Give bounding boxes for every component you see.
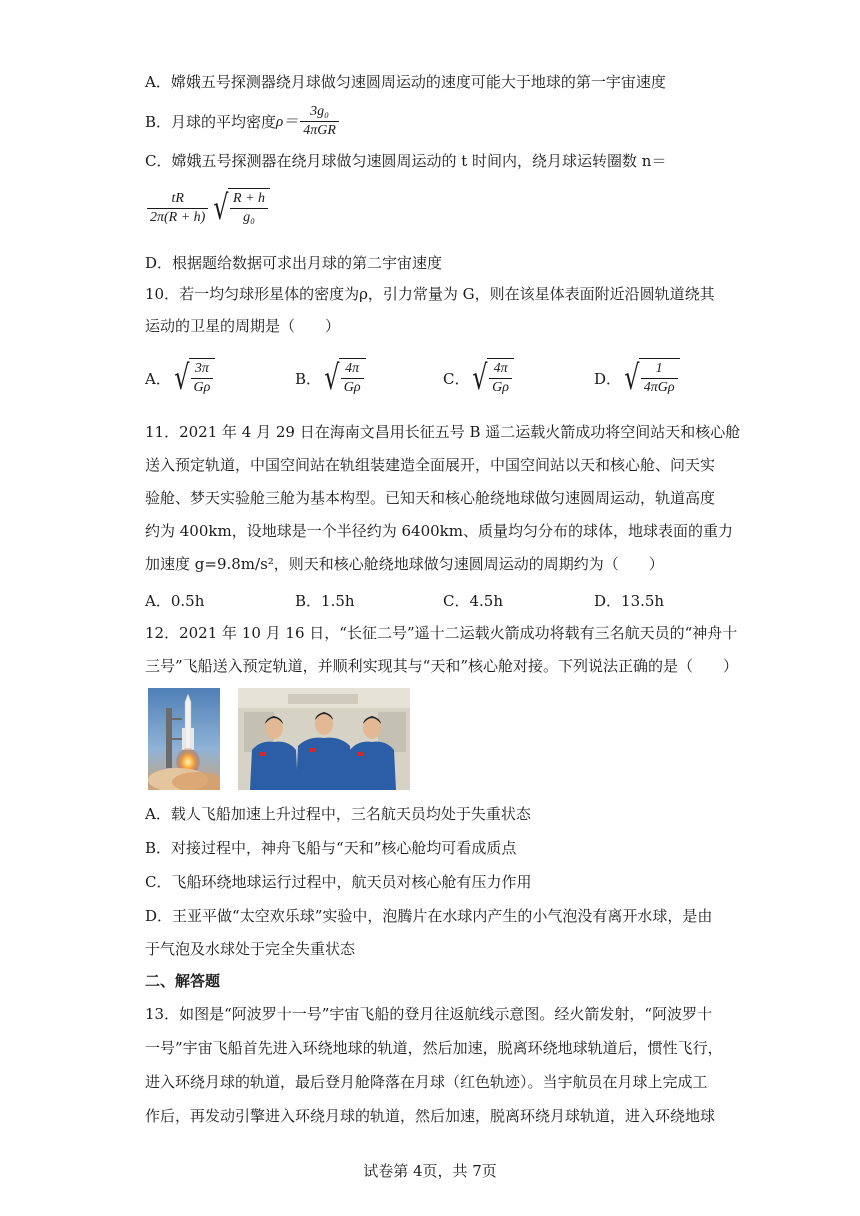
q10-stem-line-1: 10．若一均匀球形星体的密度为ρ，引力常量为 G，则在该星体表面附近沿圆轨道绕其 (145, 285, 715, 303)
q12-stem-line-2: 三号”飞船送入预定轨道，并顺利实现其与“天和”核心舱对接。下列说法正确的是（ ） (145, 657, 739, 675)
q11-stem-line-1: 11．2021 年 4 月 29 日在海南文昌用长征五号 B 遥二运载火箭成功将空间站天和核心舱 (145, 423, 741, 441)
q10-stem-line-2: 运动的卫星的周期是（ ） (145, 317, 341, 335)
q9-option-b-fraction (300, 103, 339, 140)
q11-option-b: B．1.5h (295, 592, 355, 610)
q9-option-d: D．根据题给数据可求出月球的第二宇宙速度 (145, 254, 443, 272)
q9-option-c-fraction (147, 190, 208, 227)
q9-option-c: C．嫦娥五号探测器在绕月球做匀速圆周运动的 t 时间内，绕月球运转圈数 n＝ (145, 152, 667, 170)
q11-options (145, 590, 745, 612)
q11-option-a: A．0.5h (145, 592, 205, 610)
q10-option-a-denominator: Gρ (193, 380, 211, 395)
q10-option-d-label: D． (594, 369, 622, 388)
q10-options (145, 358, 745, 402)
q10-option-c (443, 358, 514, 398)
sqrt-symbol: √ (213, 188, 229, 228)
q12-option-d-line-1: D．王亚平做“太空欢乐球”实验中，泡腾片在水球内产生的小气泡没有离开水球，是由 (145, 907, 713, 925)
q11-option-d: D．13.5h (594, 592, 665, 610)
q13-stem-line-4: 作后，再发动引擎进入环绕月球的轨道，然后加速，脱离环绕月球轨道，进入环绕地球 (145, 1107, 716, 1125)
q9-option-c-numerator: tR (147, 190, 208, 209)
q9-option-c-sqrt-denominator: g₀ (243, 210, 255, 225)
q11-stem-line-2: 送入预定轨道，中国空间站在轨组装建造全面展开，中国空间站以天和核心舱、问天实 (145, 456, 716, 474)
q9-option-a: A．嫦娥五号探测器绕月球做匀速圆周运动的速度可能大于地球的第一宇宙速度 (145, 73, 666, 91)
q10-option-c-label: C． (443, 369, 470, 388)
q9-option-b-rho: ρ＝ (276, 113, 299, 130)
q10-option-b-label: B． (295, 369, 322, 388)
q9-option-c-sqrt-numerator: R + h (230, 190, 268, 209)
q9-option-c-sqrt (210, 188, 270, 228)
q10-option-d-denominator: 4πGρ (643, 380, 675, 395)
q10-option-b (295, 358, 366, 398)
q10-option-d (594, 358, 680, 398)
q9-option-b-denominator: 4πGR (303, 123, 336, 138)
q10-option-d-numerator: 1 (641, 360, 678, 379)
q11-option-c: C．4.5h (443, 592, 503, 610)
sqrt-symbol: √ (324, 358, 340, 398)
q13-stem-line-1: 13．如图是“阿波罗十一号”宇宙飞船的登月往返航线示意图。经火箭发射，“阿波罗十 (145, 1005, 713, 1023)
q12-option-a: A．载人飞船加速上升过程中，三名航天员均处于失重状态 (145, 805, 531, 823)
sqrt-symbol: √ (624, 358, 640, 398)
section-heading: 二、解答题 (145, 972, 221, 990)
q10-option-c-numerator: 4π (489, 360, 512, 379)
q12-option-d-line-2: 于气泡及水球处于完全失重状态 (145, 940, 356, 958)
sqrt-symbol: √ (472, 358, 488, 398)
rocket-launch-photo (148, 688, 220, 790)
q9-option-c-formula (145, 188, 270, 228)
sqrt-symbol: √ (174, 358, 190, 398)
q13-stem-line-2: 一号”宇宙飞船首先进入环绕地球的轨道，然后加速，脱离环绕地球轨道后，惯性飞行， (145, 1039, 723, 1057)
q10-option-a-numerator: 3π (191, 360, 214, 379)
q12-option-b: B．对接过程中，神舟飞船与“天和”核心舱均可看成质点 (145, 839, 517, 857)
q10-option-a (145, 358, 215, 398)
q9-option-c-denominator: 2π(R + h) (150, 209, 206, 225)
q10-option-b-denominator: Gρ (343, 380, 361, 395)
q9-option-b (145, 103, 341, 140)
q10-option-a-label: A． (145, 369, 171, 388)
q10-option-c-denominator: Gρ (492, 380, 509, 395)
q10-option-b-numerator: 4π (341, 360, 364, 379)
q9-option-b-text: B．月球的平均密度 (145, 112, 277, 131)
q9-option-b-numerator: 3g₀ (300, 103, 339, 122)
astronauts-photo (238, 688, 410, 790)
q13-stem-line-3: 进入环绕月球的轨道，最后登月舱降落在月球（红色轨迹）。当宇航员在月球上完成工 (145, 1073, 708, 1091)
q11-stem-line-5: 加速度 g=9.8m/s²，则天和核心舱绕地球做匀速圆周运动的周期约为（ ） (145, 555, 664, 573)
q12-option-c: C．飞船环绕地球运行过程中，航天员对核心舱有压力作用 (145, 873, 532, 891)
q11-stem-line-3: 验舱、梦天实验舱三舱为基本构型。已知天和核心舱绕地球做匀速圆周运动，轨道高度 (145, 489, 716, 507)
q11-stem-line-4: 约为 400km，设地球是一个半径约为 6400km、质量均匀分布的球体，地球表面的重力 (145, 522, 733, 540)
page-footer: 试卷第 4页，共 7页 (363, 1162, 497, 1180)
q12-stem-line-1: 12．2021 年 10 月 16 日，“长征二号”遥十二运载火箭成功将载有三名航天员的“神舟十 (145, 624, 738, 642)
